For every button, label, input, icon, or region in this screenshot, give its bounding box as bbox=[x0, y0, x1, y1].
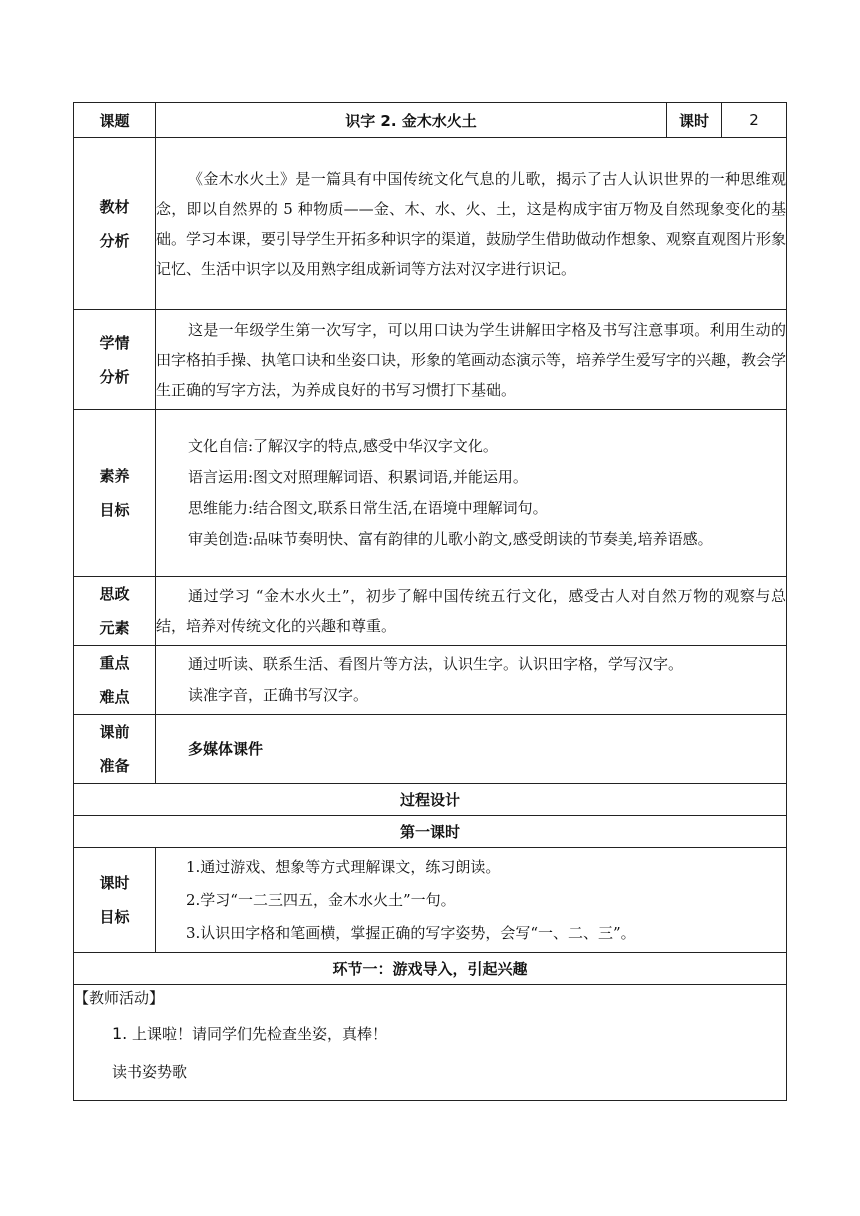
label-line: 重点 bbox=[99, 654, 130, 672]
preparation-label bbox=[74, 715, 156, 784]
lesson-goals-row bbox=[74, 848, 787, 953]
preparation-text bbox=[156, 715, 787, 784]
item-number: 1. bbox=[112, 1024, 128, 1043]
paragraph: 《金木水火土》是一篇具有中国传统文化气息的儿歌，揭示了古人认识世界的一种思维观念，即以自然界的 5 种物质——金、木、水、火、土，这是构成宇宙万物及自然现象变化的基础。学习本课，要引导学生开拓多种识字的渠道，鼓励学生借助做动作想象、观察直观图片形象记忆、生活中识字以及用熟字组成新词等方法对汉字进行识记。 bbox=[156, 169, 787, 278]
label-line: 素养 bbox=[99, 467, 130, 485]
lesson-plan-table bbox=[73, 102, 787, 1101]
lesson-goal-item: 3.认识田字格和笔画横，掌握正确的写字姿势，会写“一、二、三”。 bbox=[186, 923, 636, 942]
topic-label: 课题 bbox=[74, 103, 156, 138]
item-text: 上课啦！请同学们先检查坐姿，真棒！ bbox=[132, 1025, 388, 1043]
label-line: 课前 bbox=[99, 723, 130, 741]
goal-item: 语言运用:图文对照理解词语、积累词语,并能运用。 bbox=[188, 468, 528, 486]
label-line: 思政 bbox=[99, 585, 130, 603]
student-analysis-label bbox=[74, 310, 156, 410]
key-point-item: 读准字音，正确书写汉字。 bbox=[188, 686, 369, 704]
hours-label: 课时 bbox=[667, 103, 722, 138]
key-points-row bbox=[74, 646, 787, 715]
lesson-goal-item: 1.通过游戏、想象等方式理解课文，练习朗读。 bbox=[186, 857, 501, 876]
hours-value: 2 bbox=[722, 103, 787, 138]
label-line: 分析 bbox=[99, 367, 130, 386]
ideology-row bbox=[74, 577, 787, 646]
teacher-activity-item bbox=[74, 1021, 786, 1047]
step1-title: 环节一：游戏导入，引起兴趣 bbox=[74, 953, 787, 985]
header-row bbox=[74, 103, 787, 138]
goal-item: 思维能力:结合图文,联系日常生活,在语境中理解词句。 bbox=[188, 499, 548, 517]
label-line: 元素 bbox=[99, 619, 130, 637]
literacy-goals-list bbox=[156, 410, 787, 577]
teacher-activity-row bbox=[74, 985, 787, 1101]
material-analysis-row bbox=[74, 138, 787, 310]
lesson-goals-label bbox=[74, 848, 156, 953]
key-points-label bbox=[74, 646, 156, 715]
label-line: 难点 bbox=[99, 688, 130, 706]
student-analysis-row bbox=[74, 310, 787, 410]
label-line: 目标 bbox=[99, 908, 130, 926]
teacher-activity-sub: 读书姿势歌 bbox=[112, 1063, 188, 1081]
material-analysis-label bbox=[74, 138, 156, 310]
step1-title-row bbox=[74, 953, 787, 985]
ideology-text bbox=[156, 577, 787, 646]
lesson1-title: 第一课时 bbox=[74, 816, 787, 848]
key-point-item: 通过听读、联系生活、看图片等方法，认识生字。认识田字格，学写汉字。 bbox=[188, 655, 684, 673]
paragraph: 通过学习 “金木水火土”，初步了解中国传统五行文化，感受古人对自然万物的观察与总结，培养对传统文化的兴趣和尊重。 bbox=[156, 587, 786, 635]
topic-title: 识字 2. 金木水火土 bbox=[156, 103, 667, 138]
ideology-label bbox=[74, 577, 156, 646]
label-line: 目标 bbox=[99, 501, 130, 519]
goal-item: 文化自信:了解汉字的特点,感受中华汉字文化。 bbox=[188, 437, 498, 455]
student-analysis-text bbox=[156, 310, 787, 410]
preparation-value: 多媒体课件 bbox=[188, 739, 264, 758]
key-points-list bbox=[156, 646, 787, 715]
label-line: 学情 bbox=[99, 333, 130, 352]
lesson-goals-list bbox=[156, 848, 787, 953]
label-line: 准备 bbox=[99, 757, 130, 775]
preparation-row bbox=[74, 715, 787, 784]
literacy-goals-label bbox=[74, 410, 156, 577]
process-title-row bbox=[74, 784, 787, 816]
lesson-goal-item: 2.学习“一二三四五，金木水火土”一句。 bbox=[186, 890, 456, 909]
teacher-activity bbox=[74, 985, 787, 1101]
literacy-goals-row bbox=[74, 410, 787, 577]
label-line: 分析 bbox=[99, 231, 130, 250]
teacher-activity-heading: 【教师活动】 bbox=[74, 989, 165, 1007]
process-title: 过程设计 bbox=[74, 784, 787, 816]
paragraph: 这是一年级学生第一次写字，可以用口诀为学生讲解田字格及书写注意事项。利用生动的田字格拍手操、执笔口诀和坐姿口诀，形象的笔画动态演示等，培养学生爱写字的兴趣，教会学生正确的写字方法，为养成良好的书写习惯打下基础。 bbox=[156, 320, 787, 399]
label-line: 课时 bbox=[99, 874, 130, 892]
material-analysis-text bbox=[156, 138, 787, 310]
lesson1-title-row bbox=[74, 816, 787, 848]
label-line: 教材 bbox=[99, 197, 130, 216]
goal-item: 审美创造:品味节奏明快、富有韵律的儿歌小韵文,感受朗读的节奏美,培养语感。 bbox=[188, 530, 713, 548]
